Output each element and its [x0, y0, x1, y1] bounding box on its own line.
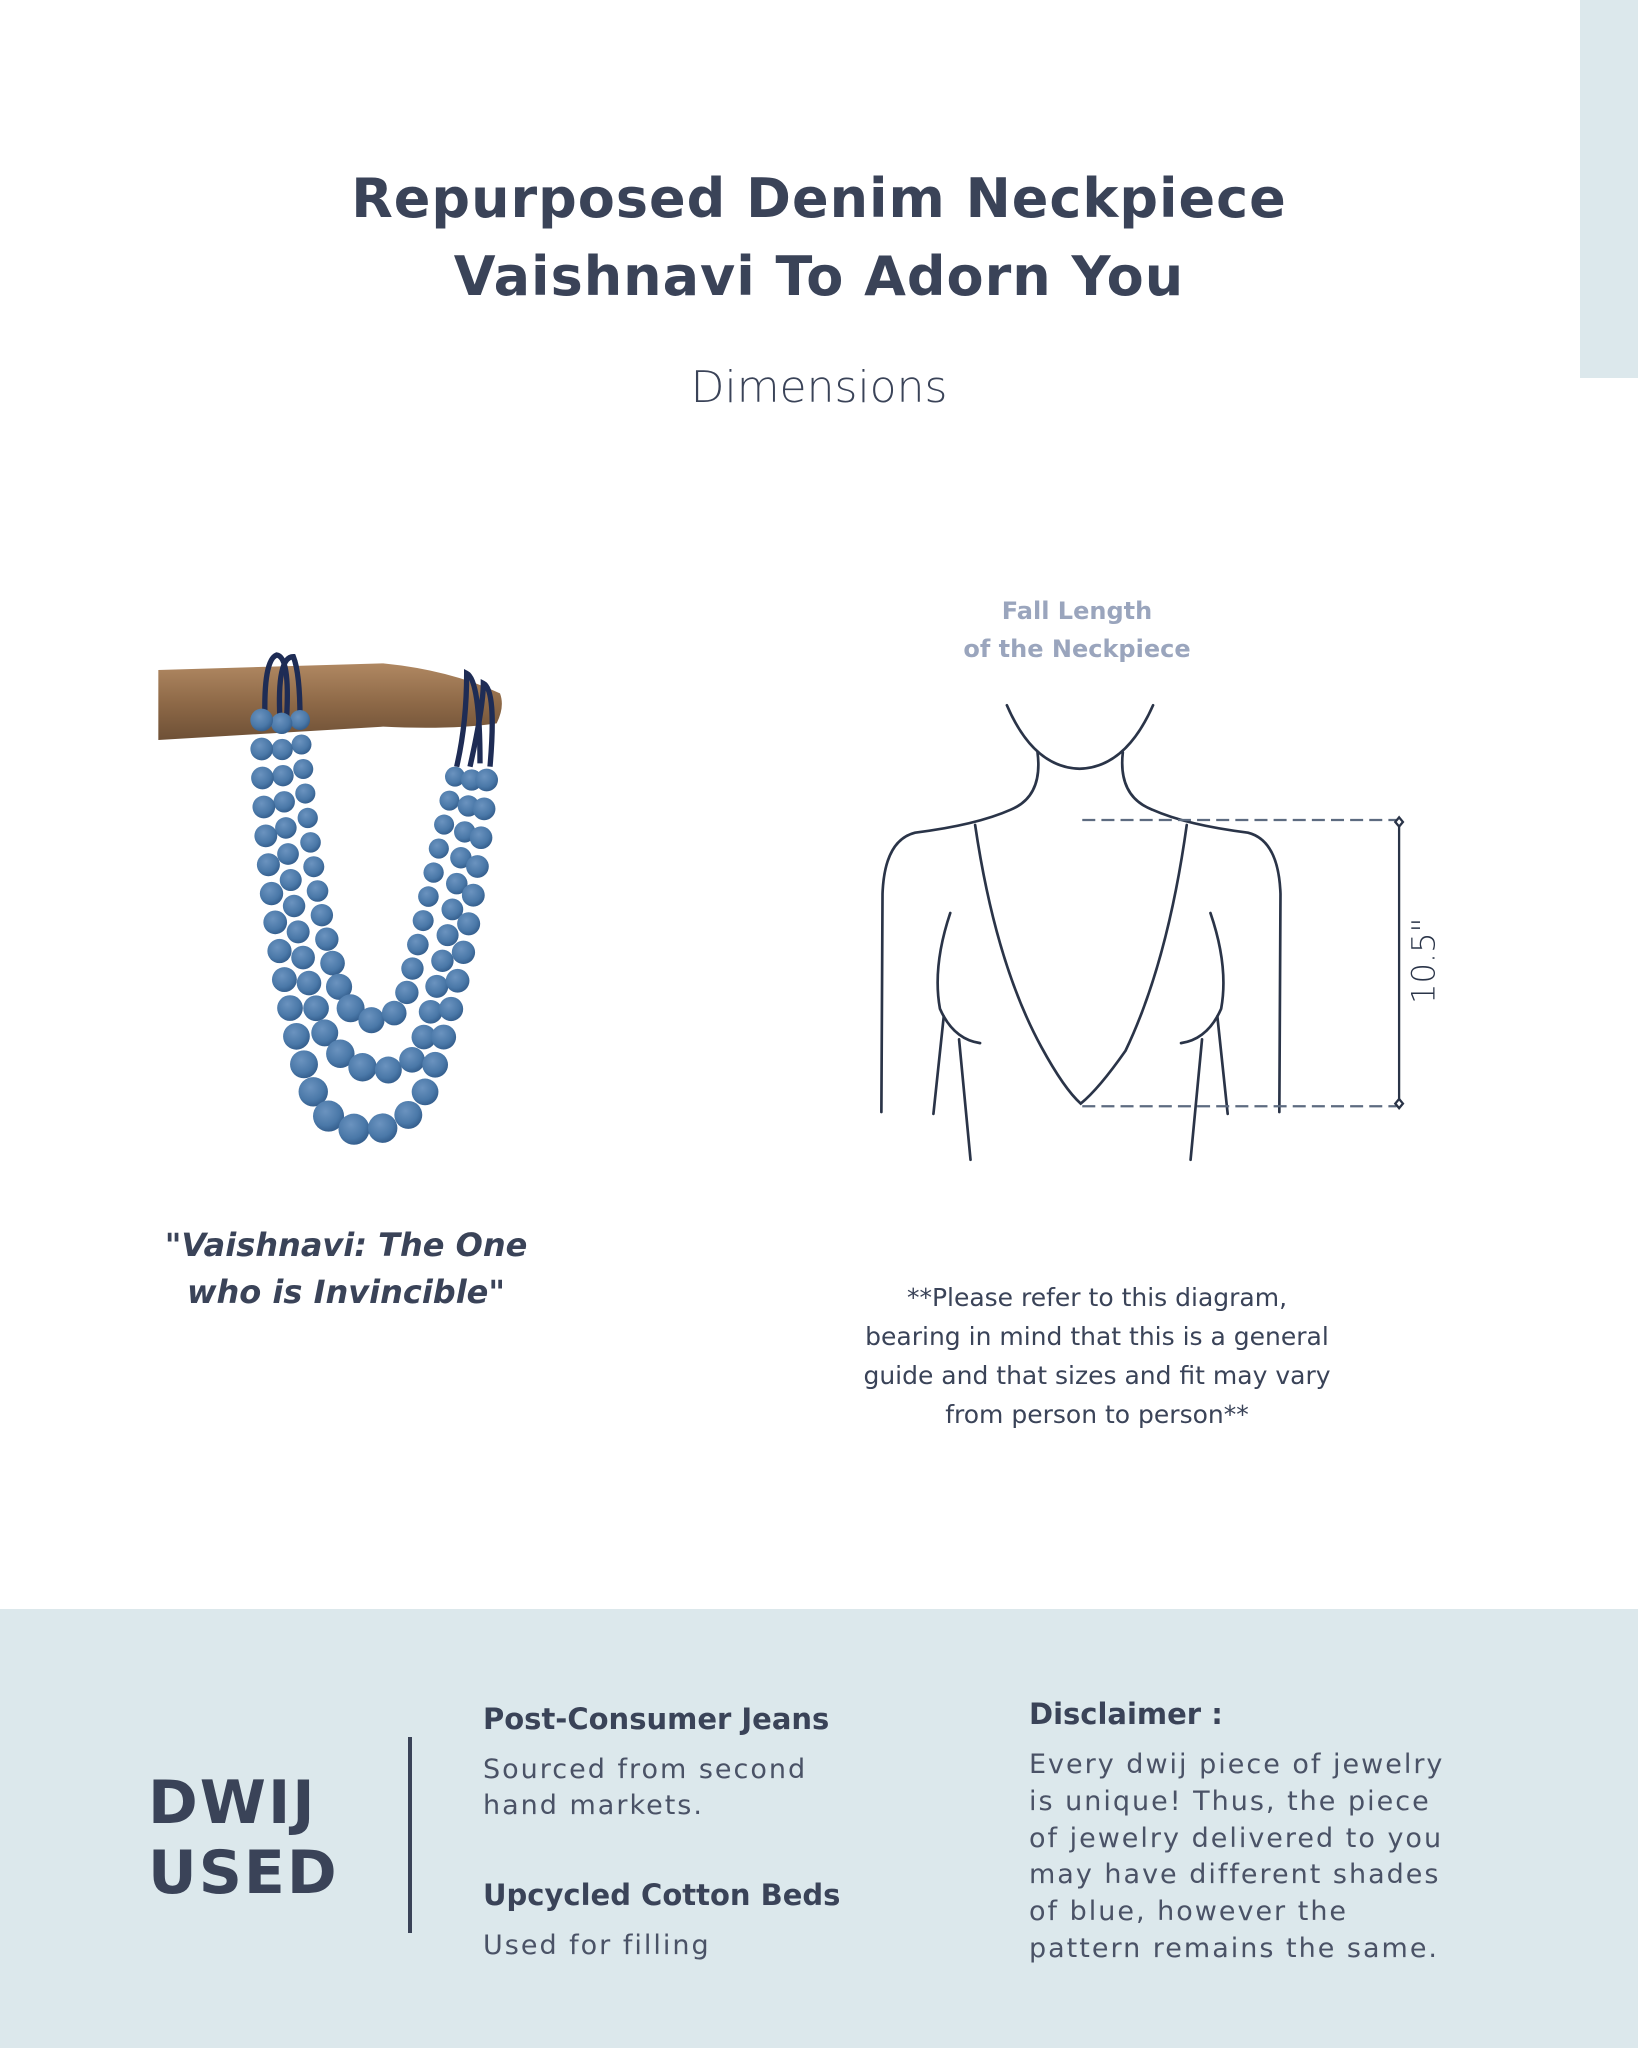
- necklace-bead: [470, 826, 493, 849]
- fall-label-line-2: of the Neckpiece: [963, 635, 1191, 663]
- necklace-bead: [425, 975, 448, 998]
- brand-line-2: USED: [148, 1838, 339, 1908]
- necklace-bead: [291, 946, 315, 970]
- necklace-bead: [394, 1101, 422, 1129]
- necklace-bead: [274, 791, 295, 812]
- necklace-bead: [475, 769, 498, 792]
- section-subtitle: Dimensions: [690, 362, 948, 413]
- fall-label-line-1: Fall Length: [1001, 597, 1153, 625]
- necklace-bead: [271, 713, 292, 734]
- necklace-bead: [283, 895, 305, 917]
- branch: [158, 663, 502, 740]
- necklace-bead: [419, 1000, 443, 1024]
- necklace-bead: [457, 912, 480, 935]
- title-line-2: Vaishnavi To Adorn You: [453, 245, 1185, 308]
- necklace-bead: [315, 928, 338, 951]
- necklace-bead: [368, 1113, 397, 1142]
- necklace-bead: [307, 880, 329, 902]
- necklace-bead: [277, 995, 303, 1021]
- disclaimer-line: Every dwij piece of jewelry: [1029, 1749, 1445, 1780]
- necklace-bead: [431, 950, 453, 972]
- necklace-photo: [150, 640, 510, 1190]
- necklace-bead: [418, 886, 439, 907]
- necklace-bead: [348, 1053, 376, 1081]
- necklace-bead: [446, 969, 470, 993]
- necklace-bead: [287, 920, 310, 943]
- necklace-bead: [429, 839, 449, 859]
- necklace-bead: [462, 884, 485, 907]
- necklace-bead: [250, 738, 273, 761]
- neck-outline: [1007, 705, 1153, 769]
- quote-line-1: "Vaishnavi: The One: [164, 1226, 528, 1264]
- necklace-bead: [251, 767, 274, 790]
- necklace-bead: [320, 951, 345, 976]
- necklace-bead: [263, 910, 287, 934]
- necklace-bead: [473, 798, 496, 821]
- necklace-bead: [267, 939, 291, 963]
- necklace-bead: [297, 971, 322, 996]
- necklace-bead: [277, 843, 299, 865]
- material-line: hand markets.: [483, 1790, 704, 1821]
- necklace-bead: [300, 832, 321, 853]
- title-line-1: Repurposed Denim Neckpiece: [351, 167, 1287, 230]
- quote-line-2: who is Invincible": [186, 1273, 506, 1311]
- necklace-bead: [303, 856, 324, 877]
- necklace-bead: [431, 1025, 456, 1050]
- diagram-note: [800, 1278, 1394, 1434]
- necklace-bead: [422, 1052, 448, 1078]
- measurement-value: 10.5": [1404, 917, 1443, 1004]
- necklace-bead: [295, 783, 315, 803]
- necklace-bead: [439, 997, 463, 1021]
- necklace-bead: [311, 904, 333, 926]
- footer-divider: [408, 1737, 412, 1933]
- necklace-bead: [290, 710, 310, 730]
- disclaimer-text: [1029, 1747, 1469, 1968]
- note-line: **Please refer to this diagram,: [906, 1283, 1288, 1312]
- necklace-bead: [423, 862, 443, 882]
- necklace-bead: [271, 739, 292, 760]
- disclaimer-line: of blue, however the: [1029, 1896, 1349, 1928]
- page-title: [0, 160, 1638, 316]
- material-title: Post-Consumer Jeans: [483, 1702, 830, 1736]
- disclaimer-line: of jewelry delivered to you: [1029, 1822, 1444, 1854]
- material-line: Sourced from second: [483, 1754, 808, 1785]
- necklace-bead: [257, 853, 280, 876]
- necklace-bead: [395, 981, 418, 1004]
- necklace-bead: [412, 1079, 439, 1106]
- necklace-bead: [254, 824, 277, 847]
- necklace-bead: [413, 910, 434, 931]
- necklace-bead: [272, 765, 293, 786]
- necklace-bead: [290, 1050, 318, 1078]
- disclaimer-line: pattern remains the same.: [1029, 1932, 1440, 1964]
- material-description: Used for filling: [483, 1930, 711, 1961]
- necklace-bead: [399, 1047, 425, 1073]
- necklace-bead: [272, 967, 297, 992]
- disclaimer-title: Disclaimer :: [1029, 1697, 1223, 1731]
- brand-line-1: DWIJ: [148, 1768, 317, 1838]
- note-line: from person to person**: [945, 1400, 1249, 1429]
- necklace-bead: [407, 934, 429, 956]
- necklace-bead: [283, 1023, 310, 1050]
- necklace-bead: [303, 995, 329, 1021]
- necklace-bead: [250, 709, 273, 732]
- necklace-bead: [298, 808, 318, 828]
- material-title: Upcycled Cotton Beds: [483, 1878, 841, 1912]
- disclaimer-line: is unique! Thus, the piece: [1029, 1785, 1431, 1817]
- necklace-bead: [466, 855, 489, 878]
- necklace-bead: [452, 941, 475, 964]
- brand-mark: [148, 1768, 339, 1908]
- necklace-bead: [338, 1114, 369, 1145]
- material-description: [483, 1752, 903, 1824]
- necklace-bead: [434, 815, 454, 835]
- necklace-bead: [293, 759, 313, 779]
- necklace-bead: [291, 735, 311, 755]
- necklace-bead: [252, 796, 275, 819]
- necklace-bead: [358, 1007, 384, 1033]
- necklace-bead: [439, 791, 459, 811]
- necklace-bead: [401, 957, 423, 979]
- body-size-diagram: [850, 580, 1450, 1220]
- necklace-bead: [275, 817, 297, 839]
- necklace-bead: [437, 924, 459, 946]
- note-line: bearing in mind that this is a general: [865, 1322, 1329, 1351]
- necklace-neckline: [975, 825, 1187, 1104]
- note-line: guide and that sizes and fit may vary: [863, 1361, 1331, 1390]
- necklace-bead: [382, 1001, 407, 1026]
- necklace-bead: [260, 882, 283, 905]
- product-quote: [100, 1222, 592, 1316]
- disclaimer-line: may have different shades: [1029, 1859, 1441, 1891]
- necklace-bead: [375, 1057, 402, 1084]
- necklace-bead: [280, 869, 302, 891]
